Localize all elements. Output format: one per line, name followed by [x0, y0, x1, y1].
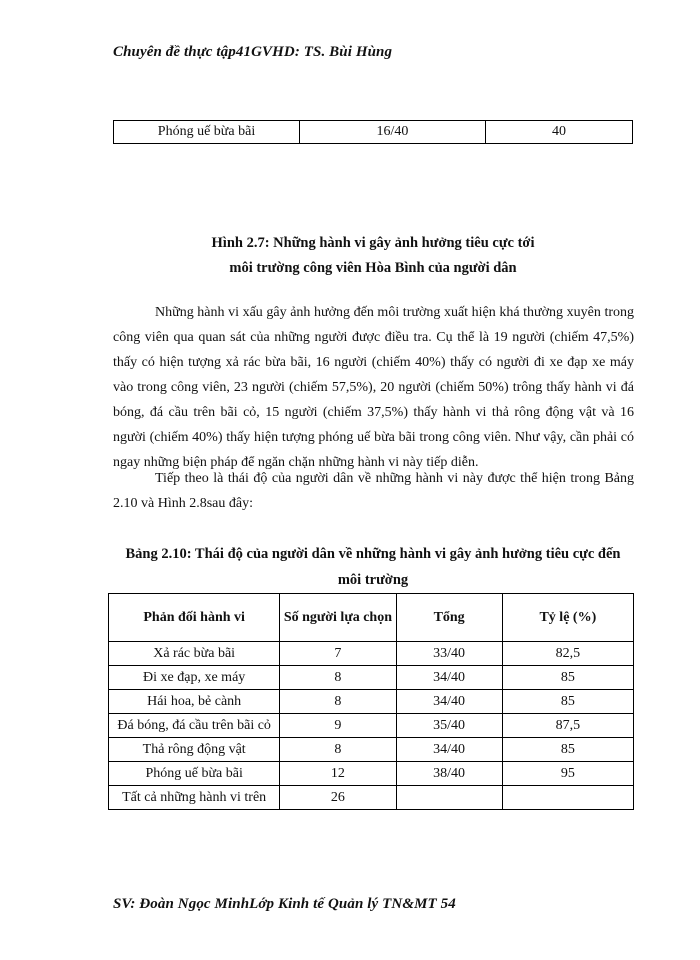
table-row: [109, 786, 634, 810]
table-cell: [396, 786, 502, 810]
table-row: [109, 738, 634, 762]
table-row: [109, 714, 634, 738]
column-header: Phản đối hành vi: [109, 594, 280, 642]
table-cell: 12: [280, 762, 396, 786]
attitude-table: [108, 593, 634, 810]
table-cell: Phóng uế bừa bãi: [114, 121, 300, 144]
table-cell: Đá bóng, đá cầu trên bãi cỏ: [109, 714, 280, 738]
table-cell: Xả rác bừa bãi: [109, 642, 280, 666]
table-row: [109, 666, 634, 690]
table-row: [109, 642, 634, 666]
table-cell: 85: [502, 738, 633, 762]
figure-caption-line2: môi trường công viên Hòa Bình của người dân: [229, 260, 517, 276]
table-cell: 34/40: [396, 738, 502, 762]
table-cell: 82,5: [502, 642, 633, 666]
table-cell: 85: [502, 690, 633, 714]
table-cell: 40: [486, 121, 633, 144]
column-header: Tổng: [396, 594, 502, 642]
table-cell: 8: [280, 738, 396, 762]
table-cell: 16/40: [300, 121, 486, 144]
table-cell: 87,5: [502, 714, 633, 738]
table-row: [114, 121, 633, 144]
table-cell: [502, 786, 633, 810]
paragraph-1: Những hành vi xấu gây ảnh hưởng đến môi trường xuất hiện khá thường xuyên trong công viên qua quan sát của những người được điều tra. Cụ thể là 19 người (chiếm 47,5%) thấy có hiện tượng xả rác bừa bãi, 16 người (chiếm 40%) thấy có người đi xe đạp xe máy vào trong công viên, 23 người (chiếm 57,5%), 20 người (chiếm 50%) trông thấy hành vi đá bóng, đá cầu trên bãi cỏ, 15 người (chiếm 37,5%) thấy hành vi thả rông động vật và 16 người (chiếm 40%) thấy hiện tượng phóng uế bừa bãi trong công viên. Như vậy, cần phải có ngay những biện pháp để ngăn chặn những hành vi này tiếp diễn.: [113, 305, 634, 470]
table-cell: 33/40: [396, 642, 502, 666]
table-cell: 9: [280, 714, 396, 738]
table-cell: Phóng uế bừa bãi: [109, 762, 280, 786]
paragraph-2: Tiếp theo là thái độ của người dân về những hành vi này được thể hiện trong Bảng 2.10 và Hình 2.8sau đây:: [113, 471, 634, 511]
table-cell: Thả rông động vật: [109, 738, 280, 762]
table-row: [109, 762, 634, 786]
table-cell: 95: [502, 762, 633, 786]
table-cell: Hái hoa, bẻ cành: [109, 690, 280, 714]
table-cell: Đi xe đạp, xe máy: [109, 666, 280, 690]
figure-caption-line1: Hình 2.7: Những hành vi gây ảnh hưởng tiêu cực tới: [211, 235, 535, 251]
figure-caption: [113, 231, 633, 281]
column-header: Tỷ lệ (%): [502, 594, 633, 642]
table-caption-line2: môi trường: [337, 572, 409, 588]
table-caption: [100, 541, 646, 593]
table-cell: Tất cả những hành vi trên: [109, 786, 280, 810]
table-cell: 38/40: [396, 762, 502, 786]
table-cell: 34/40: [396, 666, 502, 690]
page-header: Chuyên đề thực tập41GVHD: TS. Bùi Hùng: [113, 44, 393, 60]
table-caption-line1: Bảng 2.10: Thái độ của người dân về những hành vi gây ảnh hưởng tiêu cực đến: [125, 546, 621, 562]
column-header: Số người lựa chọn: [280, 594, 396, 642]
table-cell: 35/40: [396, 714, 502, 738]
table-row: [109, 690, 634, 714]
table-cell: 85: [502, 666, 633, 690]
table-cell: 8: [280, 690, 396, 714]
table-cell: 34/40: [396, 690, 502, 714]
continued-table: [113, 120, 633, 144]
table-cell: 8: [280, 666, 396, 690]
table-cell: 26: [280, 786, 396, 810]
page-footer: SV: Đoàn Ngọc MinhLớp Kinh tế Quản lý TN&MT 54: [113, 896, 456, 912]
table-header-row: [109, 594, 634, 642]
table-cell: 7: [280, 642, 396, 666]
